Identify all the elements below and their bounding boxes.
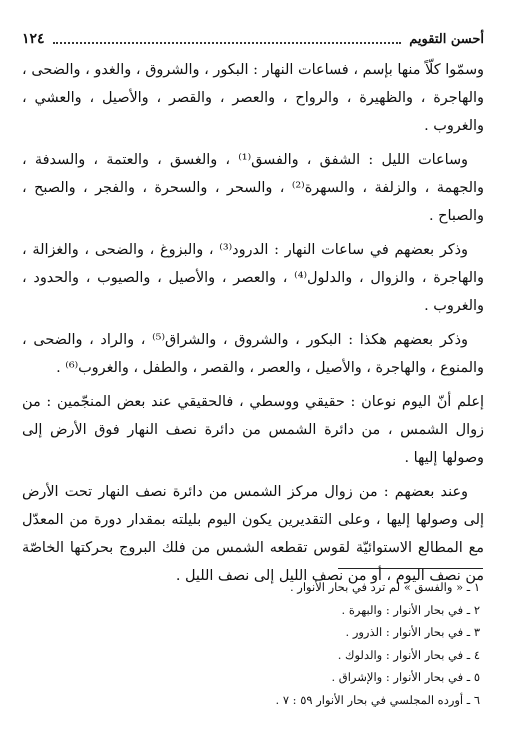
footnote-item: ٥ ـ في بحار الأنوار : والإشراق . [331,670,480,684]
paragraph-day-hours: وسمّوا كلّاً منها بإسم ، فساعات النهار : البكور ، والشروق ، والغدو ، والضحى ، والهاجرة ، والظهيرة ، والرواح ، والعصر ، والقصر ، والأصيل ، والعشي ، والغروب . [22,62,484,134]
footnote-item: ٣ ـ في بحار الأنوار : الذرور . [345,625,480,639]
footnote-item: ١ ـ « والفسق » لم ترد في بحار الأنوار . [290,580,480,594]
header-dotted-leader [53,40,402,44]
footnote-item: ٦ ـ أورده المجلسي في بحار الأنوار ٥٩ : ٧ . [275,692,480,707]
main-text [22,56,484,596]
page-header [22,28,484,50]
footnote-separator [338,568,483,569]
running-title: أحسن التقويم [409,31,484,47]
footnotes [22,576,484,711]
footnote-item: ٢ ـ في بحار الأنوار : والبهرة . [341,602,480,617]
paragraph-day-definition: وعند بعضهم : من زوال مركز الشمس من دائرة نصف النهار تحت الأرض إلى وصولها إليها ، وعلى التقديرين يكون اليوم بليلته بمقدار دورة من المعدّل مع المطالع الاستوائيّة لقوس تقطعه الشمس من فلك البروج بحركتها الخاصّة من نصف اليوم ، أو من نصف الليل إلى نصف الليل . [22,484,484,584]
paragraph-day-hours-alt: وذكر بعضهم في ساعات النهار : الدرود⁽³⁾ ، والبزوغ ، والضحى ، والغزالة ، والهاجرة ، والزوال ، والدلول⁽⁴⁾ ، والعصر ، والأصيل ، والصيوب ، والحدود ، والغروب . [22,242,485,314]
paragraph-night-hours: وساعات الليل : الشفق ، والفسق⁽¹⁾ ، والغسق ، والعتمة ، والسدفة ، والجهمة ، والزلفة ، والسهرة⁽²⁾ ، والسحر ، والسحرة ، والفجر ، والصبح ، والصباح . [22,152,484,224]
page-number: ١٢٤ [22,31,45,47]
paragraph-day-types: إعلم أنّ اليوم نوعان : حقيقي ووسطي ، فالحقيقي عند بعض المنجّمين : من زوال الشمس ، من دائرة الشمس من دائرة نصف النهار فوق الأرض إلى وصولها إليها . [22,394,484,466]
paragraph-day-hours-alt2: وذكر بعضهم هكذا : البكور ، والشروق ، والشراق⁽⁵⁾ ، والراد ، والضحى ، والمنوع ، والهاجرة ، والأصيل ، والعصر ، والقصر ، والطفل ، والغروب⁽⁶⁾ . [22,332,484,376]
footnote-item: ٤ ـ في بحار الأنوار : والدلوك . [337,647,480,662]
